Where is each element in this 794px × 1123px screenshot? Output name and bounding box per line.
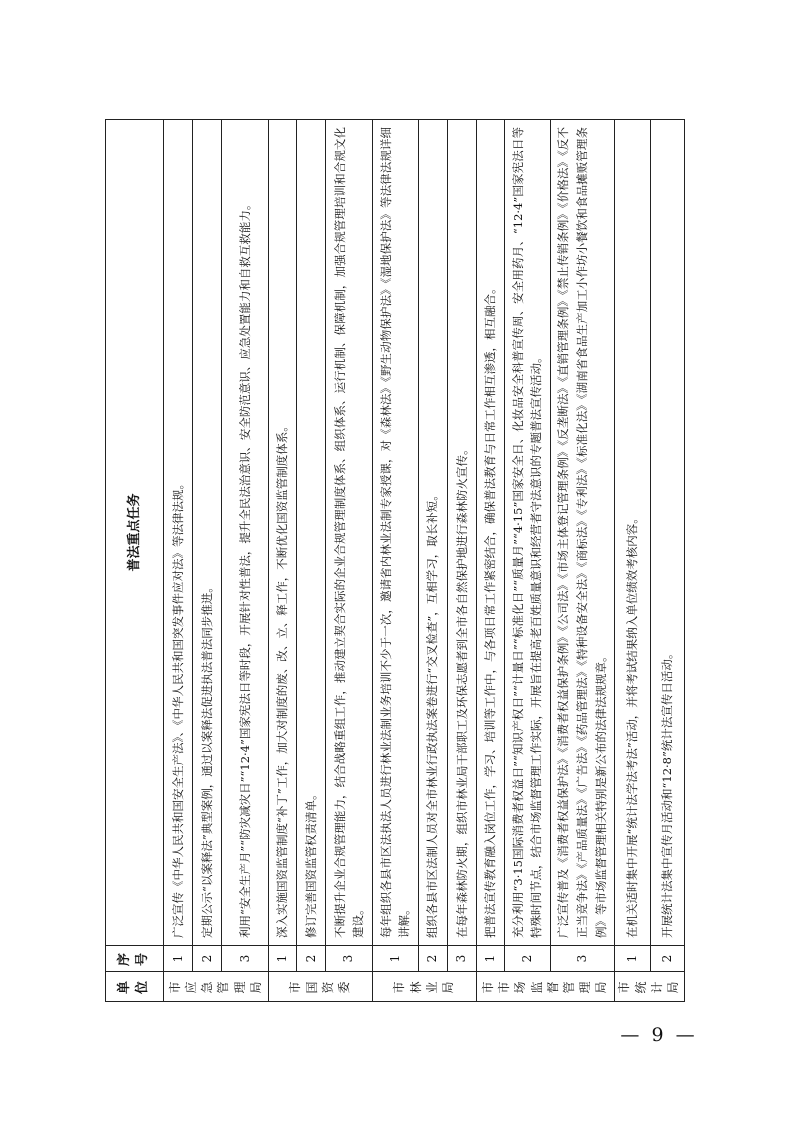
table-row	[297, 120, 326, 1002]
table-row	[164, 120, 193, 1002]
table-row	[373, 120, 419, 1002]
header-task: 普法重点任务	[106, 120, 164, 946]
table-row	[269, 120, 297, 1002]
table-row	[222, 120, 269, 1002]
task-cell: 把普法宣传教育融入岗位工作，学习、培训等工作中，与各项日常工作紧密结合，确保普法教育与日常工作相互渗透，相互融合。	[476, 120, 504, 946]
seq-cell: 1	[615, 946, 651, 972]
table-row	[193, 120, 222, 1002]
table-row	[504, 120, 550, 1002]
table-row	[550, 120, 614, 1002]
unit-name: 市市场监督管理局	[481, 979, 609, 994]
task-cell: 在机关适时集中开展“统计法学法考法”活动，并将考试结果纳入单位绩效考核内容。	[615, 120, 651, 946]
task-cell: 充分利用“3·15国际消费者权益日”“知识产权日”“计量日”“标准化日”“质量月”“4·15”国家安全日、化妆品安全科普宣传周、安全用药月、“12·4”国家宪法日等特殊时间节点，结合市场监督管理工作实际，开展旨在提高老百姓质量意识和经营者守法意识的专题普法宣传活动。	[504, 120, 550, 946]
seq-cell: 1	[269, 946, 297, 972]
table-row	[447, 120, 476, 1002]
seq-cell: 2	[504, 946, 550, 972]
header-unit: 单位	[106, 972, 164, 1002]
task-cell: 不断提升企业合规管理能力，结合战略重组工作，推动建立契合实际的企业合规管理制度体系、组织体系、运行机制、保障机制，加强合规管理培训和合规文化建设。	[326, 120, 373, 946]
task-cell: 开展统计法集中宣传月活动和“12·8”统计法宣传日活动。	[650, 120, 684, 946]
law-tasks-table	[105, 119, 685, 1002]
table-row	[615, 120, 651, 1002]
rotated-table-container	[105, 120, 685, 1002]
seq-cell: 1	[373, 946, 419, 972]
task-cell: 每年组织各县市区法执法人员进行林业法制业务培训不少于一次，邀请省内林业法制专家授课，对《森林法》《野生动物保护法》《湿地保护法》等法律法规详细讲解。	[373, 120, 419, 946]
seq-cell: 2	[297, 946, 326, 972]
unit-name: 市应急管理局	[167, 979, 263, 994]
task-cell: 修订完善国资监管权责清单。	[297, 120, 326, 946]
unit-cell	[269, 972, 373, 1002]
task-cell: 深入实施国资监管制度“补丁”工作，加大对制度的废、改、立、释工作，不断优化国资监管制度体系。	[269, 120, 297, 946]
header-seq: 序号	[106, 946, 164, 972]
page-number: — 9 —	[620, 1024, 698, 1046]
table-row	[650, 120, 684, 1002]
seq-cell: 2	[193, 946, 222, 972]
task-cell: 在每年森林防火期，组织市林业局干部职工及环保志愿者到全市各自然保护地进行森林防火宣传。	[447, 120, 476, 946]
table-row	[476, 120, 504, 1002]
seq-cell: 3	[550, 946, 614, 972]
seq-cell: 3	[222, 946, 269, 972]
table-row	[418, 120, 447, 1002]
seq-cell: 1	[164, 946, 193, 972]
unit-cell	[476, 972, 614, 1002]
table-row	[326, 120, 373, 1002]
seq-cell: 1	[476, 946, 504, 972]
unit-cell	[615, 972, 685, 1002]
table-header-row	[106, 120, 164, 1002]
task-cell: 定期公示“以案释法”典型案例，通过以案释法促进执法普法同步推进。	[193, 120, 222, 946]
seq-cell: 2	[650, 946, 684, 972]
unit-name: 市统计局	[617, 979, 681, 994]
seq-cell: 2	[418, 946, 447, 972]
unit-name: 市国资委	[288, 979, 352, 994]
seq-cell: 3	[326, 946, 373, 972]
task-cell: 组织各县市区法制人员对全市林业行政执法案卷进行“交叉检查”，互相学习，取长补短。	[418, 120, 447, 946]
seq-cell: 3	[447, 946, 476, 972]
unit-cell	[164, 972, 269, 1002]
unit-cell	[373, 972, 477, 1002]
task-cell: 利用“安全生产月”“防灾减灾日”“12·4”国家宪法日等时段，开展针对性普法，提升全民法治意识、安全防范意识、应急处置能力和自救互救能力。	[222, 120, 269, 946]
task-cell: 广泛宣传《中华人民共和国安全生产法》、《中华人民共和国突发事件应对法》等法律法规。	[164, 120, 193, 946]
task-cell: 广泛宣传普及《消费者权益保护法》《消费者权益保护条例》《公司法》《市场主体登记管理条例》《反垄断法》《直销管理条例》《禁止传销条例》《价格法》《反不正当竞争法》《产品质量法》《广告法》《药品管理法》《特种设备安全法》《商标法》《专利法》《标准化法》《湖南省食品生产加工小作坊小餐饮和食品摊贩管理条例》等市场监督管理相关特别是新公布的法律法规规章。	[550, 120, 614, 946]
unit-name: 市林业局	[392, 979, 455, 994]
